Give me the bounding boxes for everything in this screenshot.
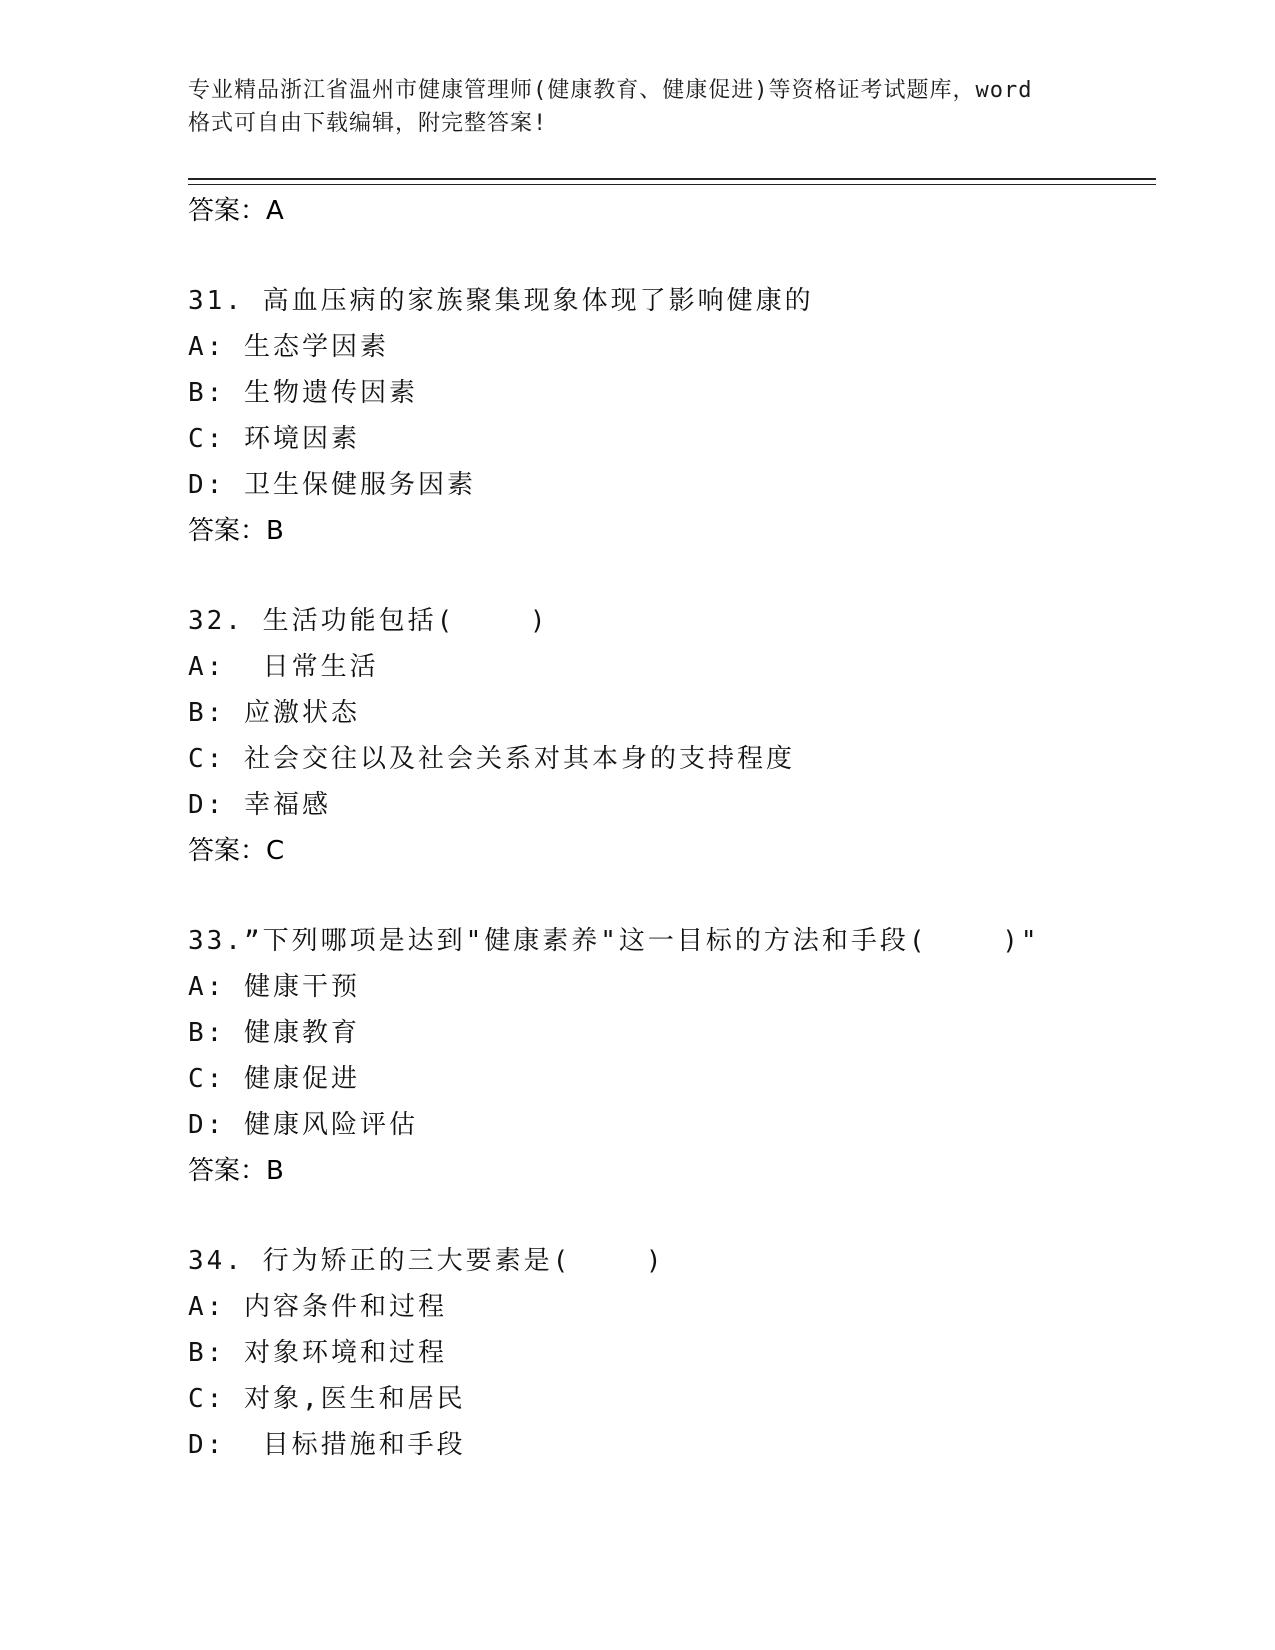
option-text: 幸福感 (225, 790, 331, 820)
option-text: 健康促进 (225, 1064, 360, 1094)
question-text: 高血压病的家族聚集现象体现了影响健康的 (243, 286, 814, 316)
option-text: 社会交往以及社会关系对其本身的支持程度 (225, 744, 795, 774)
question-text: ”下列哪项是达到"健康素养"这一目标的方法和手段( )" (243, 926, 1040, 956)
answer-value: B (266, 1156, 284, 1186)
option-letter: A: (188, 972, 226, 1002)
answer-line (188, 1148, 1148, 1194)
question-text: 行为矫正的三大要素是( ) (243, 1246, 665, 1276)
option-text: 卫生保健服务因素 (225, 470, 476, 500)
option-d (188, 782, 1148, 828)
option-text: 生物遗传因素 (225, 378, 418, 408)
answer-label: 答案： (188, 1156, 267, 1186)
spacer (188, 554, 1148, 598)
option-letter: B: (188, 1018, 226, 1048)
option-c (188, 416, 1148, 462)
option-text: 健康教育 (225, 1018, 360, 1048)
header-rule-thick (188, 178, 1156, 180)
question-stem (188, 598, 1148, 644)
option-b (188, 1330, 1148, 1376)
answer-line (188, 508, 1148, 554)
option-text: 生态学因素 (225, 332, 389, 362)
answer-line (188, 188, 1148, 234)
option-a (188, 324, 1148, 370)
question-number: 32. (188, 606, 244, 636)
document-header (188, 74, 1088, 140)
question-text: 生活功能包括( ) (243, 606, 549, 636)
option-letter: D: (188, 1110, 226, 1140)
option-text: 日常生活 (225, 652, 379, 682)
option-a (188, 964, 1148, 1010)
option-letter: C: (188, 1384, 226, 1414)
option-letter: B: (188, 378, 226, 408)
option-text: 目标措施和手段 (225, 1430, 466, 1460)
option-d (188, 1102, 1148, 1148)
option-a (188, 644, 1148, 690)
answer-line (188, 828, 1148, 874)
question-number: 33. (188, 926, 244, 956)
option-letter: A: (188, 332, 226, 362)
spacer (188, 1194, 1148, 1238)
question-stem (188, 278, 1148, 324)
option-d (188, 462, 1148, 508)
question-block (188, 1238, 1148, 1468)
option-text: 应激状态 (225, 698, 360, 728)
option-letter: D: (188, 1430, 226, 1460)
option-c (188, 1376, 1148, 1422)
option-letter: C: (188, 1064, 226, 1094)
option-a (188, 1284, 1148, 1330)
option-letter: D: (188, 790, 226, 820)
option-text: 对象环境和过程 (225, 1338, 447, 1368)
question-list (188, 188, 1148, 1468)
answer-label: 答案： (188, 836, 267, 866)
option-b (188, 690, 1148, 736)
answer-value: A (266, 196, 284, 226)
question-stem (188, 918, 1148, 964)
question-block (188, 918, 1148, 1194)
header-line-2: 格式可自由下载编辑，附完整答案! (188, 111, 548, 136)
spacer (188, 234, 1148, 278)
option-letter: C: (188, 744, 226, 774)
answer-value: B (266, 516, 284, 546)
option-c (188, 736, 1148, 782)
option-b (188, 1010, 1148, 1056)
spacer (188, 874, 1148, 918)
header-line-1: 专业精品浙江省温州市健康管理师(健康教育、健康促进)等资格证考试题库，word (188, 78, 1033, 103)
option-letter: A: (188, 652, 226, 682)
option-letter: A: (188, 1292, 226, 1322)
option-letter: B: (188, 1338, 226, 1368)
question-stem (188, 1238, 1148, 1284)
option-c (188, 1056, 1148, 1102)
answer-label: 答案： (188, 516, 267, 546)
answer-label: 答案： (188, 196, 267, 226)
question-block (188, 278, 1148, 554)
option-text: 环境因素 (225, 424, 360, 454)
option-letter: B: (188, 698, 226, 728)
option-b (188, 370, 1148, 416)
question-block (188, 598, 1148, 874)
option-text: 健康风险评估 (225, 1110, 418, 1140)
answer-value: C (266, 836, 285, 866)
question-number: 31. (188, 286, 244, 316)
option-text: 健康干预 (225, 972, 360, 1002)
header-rule-thin (188, 184, 1156, 185)
question-number: 34. (188, 1246, 244, 1276)
option-text: 对象,医生和居民 (225, 1384, 466, 1414)
option-d (188, 1422, 1148, 1468)
option-letter: C: (188, 424, 226, 454)
option-text: 内容条件和过程 (225, 1292, 447, 1322)
option-letter: D: (188, 470, 226, 500)
